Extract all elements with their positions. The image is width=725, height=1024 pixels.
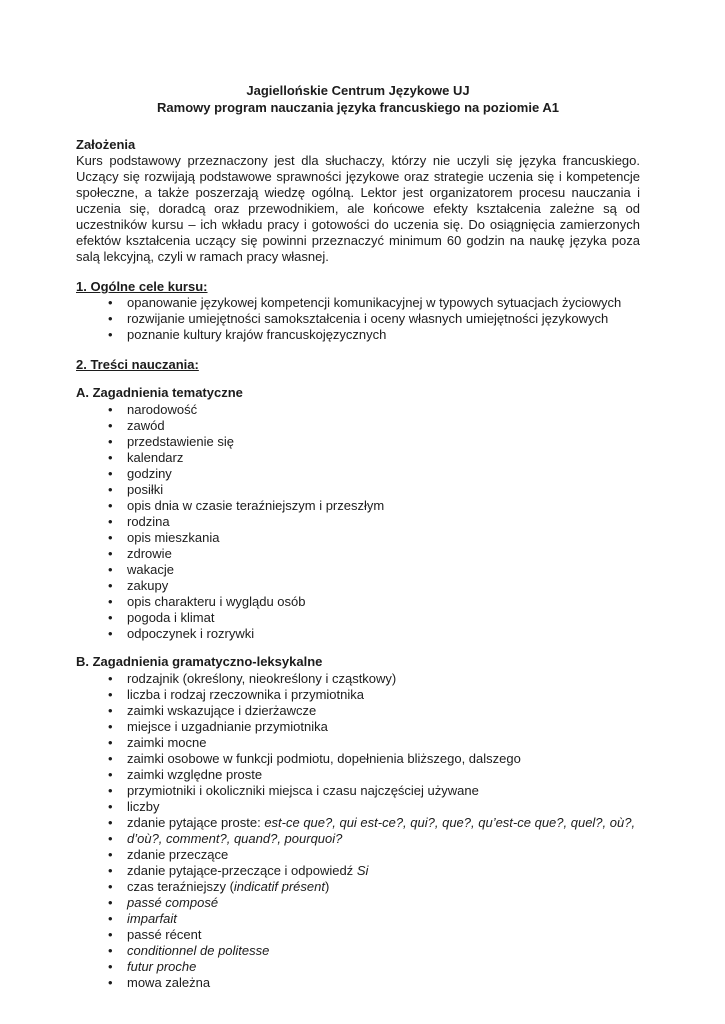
list-item: • opanowanie językowej kompetencji komunikacyjnej w typowych sytuacjach życiowych [76, 295, 640, 311]
document-header [76, 82, 640, 116]
list-item: • passé composé [76, 895, 640, 911]
list-item: • odpoczynek i rozrywki [76, 626, 640, 642]
list-item: • conditionnel de politesse [76, 943, 640, 959]
list-item: • przedstawienie się [76, 434, 640, 450]
list-item: • wakacje [76, 562, 640, 578]
grammar-lexical-list [76, 671, 640, 991]
list-item: • zawód [76, 418, 640, 434]
list-item: • miejsce i uzgadnianie przymiotnika [76, 719, 640, 735]
goals-heading: 1. Ogólne cele kursu: [76, 279, 208, 294]
thematic-topics-heading: A. Zagadnienia tematyczne [76, 385, 243, 400]
section-assumptions [76, 137, 640, 265]
list-item: • narodowość [76, 402, 640, 418]
list-item: • passé récent [76, 927, 640, 943]
list-item: • zakupy [76, 578, 640, 594]
list-item: • liczby [76, 799, 640, 815]
list-item: • zaimki osobowe w funkcji podmiotu, dopełnienia bliższego, dalszego [76, 751, 640, 767]
section-general-goals [76, 279, 640, 343]
list-item: • poznanie kultury krajów francuskojęzycznych [76, 327, 640, 343]
list-item: • pogoda i klimat [76, 610, 640, 626]
document-title: Jagiellońskie Centrum Językowe UJ [246, 83, 470, 98]
list-item: • imparfait [76, 911, 640, 927]
list-item: • liczba i rodzaj rzeczownika i przymiotnika [76, 687, 640, 703]
list-item: • zdanie przeczące [76, 847, 640, 863]
list-item: • d’où?, comment?, quand?, pourquoi? [76, 831, 640, 847]
list-item: • kalendarz [76, 450, 640, 466]
list-item: • opis dnia w czasie teraźniejszym i przeszłym [76, 498, 640, 514]
contents-heading: 2. Treści nauczania: [76, 357, 199, 372]
document-subtitle: Ramowy program nauczania języka francuskiego na poziomie A1 [157, 100, 559, 115]
list-item: • rodzajnik (określony, nieokreślony i cząstkowy) [76, 671, 640, 687]
goals-list [76, 295, 640, 343]
list-item: • zaimki wskazujące i dzierżawcze [76, 703, 640, 719]
thematic-topics-list [76, 402, 640, 642]
list-item: • futur proche [76, 959, 640, 975]
list-item: • opis mieszkania [76, 530, 640, 546]
list-item: • przymiotniki i okoliczniki miejsca i czasu najczęściej używane [76, 783, 640, 799]
assumptions-paragraph: Kurs podstawowy przeznaczony jest dla słuchaczy, którzy nie uczyli się języka francuskiego. Uczący się rozwijają podstawowe sprawności językowe oraz strategie uczenia się i kompetencje społeczne, a także poszerzają wiedzę ogólną. Lektor jest organizatorem procesu nauczania i uczenia się, doradcą oraz przewodnikiem, ale końcowe efekty kształcenia zależne są od uczestników kursu – ich wkładu pracy i gotowości do uczenia się. Do osiągnięcia zamierzonych efektów kształcenia uczący się powinni przeznaczyć minimum 60 godzin na naukę języka poza salą lekcyjną, czyli w ramach pracy własnej. [76, 153, 640, 264]
list-item: • rodzina [76, 514, 640, 530]
list-item: • zdanie pytające-przeczące i odpowiedź Si [76, 863, 640, 879]
list-item: • zaimki mocne [76, 735, 640, 751]
list-item: • mowa zależna [76, 975, 640, 991]
section-teaching-contents [76, 357, 640, 991]
assumptions-heading: Założenia [76, 137, 136, 152]
list-item: • godziny [76, 466, 640, 482]
grammar-lexical-heading: B. Zagadnienia gramatyczno-leksykalne [76, 654, 323, 669]
list-item: • rozwijanie umiejętności samokształcenia i oceny własnych umiejętności językowych [76, 311, 640, 327]
list-item: • zdanie pytające proste: est-ce que?, qui est-ce?, qui?, que?, qu’est-ce que?, quel?, où?, [76, 815, 640, 831]
list-item: • zaimki względne proste [76, 767, 640, 783]
list-item: • zdrowie [76, 546, 640, 562]
list-item: • posiłki [76, 482, 640, 498]
list-item: • czas teraźniejszy (indicatif présent) [76, 879, 640, 895]
list-item: • opis charakteru i wyglądu osób [76, 594, 640, 610]
